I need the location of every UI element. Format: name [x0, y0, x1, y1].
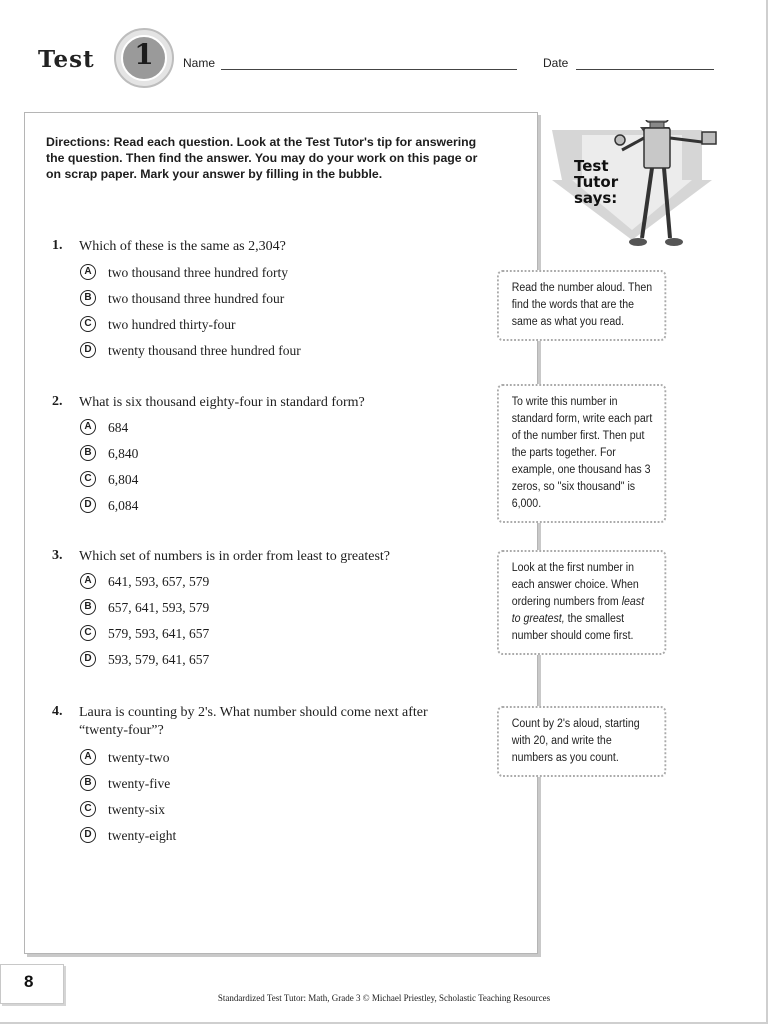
answer-text: twenty-eight: [108, 828, 177, 843]
tip-box-1: Read the number aloud. Then find the words that are the same as what you read.: [497, 270, 666, 341]
answer-bubble[interactable]: C: [80, 471, 96, 487]
question-text: Laura is counting by 2's. What number should come next after “twenty-four”?: [79, 705, 428, 738]
answer-bubble[interactable]: C: [80, 316, 96, 332]
tip-emphasis: least to greatest,: [511, 596, 645, 625]
answer-text: 6,840: [108, 446, 139, 461]
tip-box-3: [497, 550, 666, 655]
answer-bubble[interactable]: D: [80, 651, 96, 667]
answer-text: two thousand three hundred four: [108, 291, 285, 306]
tutor-line-1: Test: [574, 157, 609, 175]
answer-text: 579, 593, 641, 657: [108, 626, 210, 641]
test-tutor-says-label: [574, 158, 618, 206]
tip-box-4: Count by 2's aloud, starting with 20, and write the numbers as you count.: [497, 706, 666, 777]
question-text: Which set of numbers is in order from least to greatest?: [79, 549, 391, 564]
answer-text: twenty-six: [108, 802, 165, 817]
tutor-line-2: Tutor: [574, 173, 619, 191]
question-number: 2.: [52, 394, 63, 409]
answer-bubble[interactable]: C: [80, 625, 96, 641]
answer-text: twenty thousand three hundred four: [108, 343, 301, 358]
answer-text: 657, 641, 593, 579: [108, 600, 210, 615]
answer-text: 641, 593, 657, 579: [108, 574, 210, 589]
date-field-line[interactable]: [576, 69, 714, 70]
footer-credit: Standardized Test Tutor: Math, Grade 3 © Michael Priestley, Scholastic Teaching Resources: [217, 993, 551, 1003]
question-text: What is six thousand eighty-four in standard form?: [79, 395, 365, 410]
date-label: Date: [543, 56, 569, 70]
tutor-line-3: says:: [574, 189, 618, 207]
answer-bubble[interactable]: D: [80, 342, 96, 358]
test-number: 1: [134, 38, 154, 71]
answer-bubble[interactable]: B: [80, 775, 96, 791]
answer-text: twenty-two: [108, 750, 170, 765]
directions-text: [46, 134, 494, 182]
answer-text: two hundred thirty-four: [108, 317, 236, 332]
answer-text: 593, 579, 641, 657: [108, 652, 210, 667]
page-number: 8: [24, 972, 34, 991]
tip-box-2: To write this number in standard form, write each part of the number first. Then put the parts together. For example, one thousand has 3 zeros, so "six thousand" is 6,000.: [497, 384, 666, 523]
answer-bubble[interactable]: B: [80, 290, 96, 306]
answer-bubble[interactable]: B: [80, 599, 96, 615]
question-number: 4.: [52, 704, 63, 719]
answer-bubble[interactable]: D: [80, 827, 96, 843]
answer-bubble[interactable]: A: [80, 264, 96, 280]
answer-bubble[interactable]: A: [80, 419, 96, 435]
answer-text: twenty-five: [108, 776, 171, 791]
test-label: Test: [38, 46, 95, 73]
question-number: 1.: [52, 238, 63, 253]
answer-bubble[interactable]: D: [80, 497, 96, 513]
name-field-line[interactable]: [221, 69, 517, 70]
directions-body: Read each question. Look at the Test Tutor's tip for answering the question. Then find the answer. You may do your work on this page or on scrap paper. Mark your answer by filling in the bubble.: [46, 135, 478, 181]
answer-bubble[interactable]: A: [80, 573, 96, 589]
answer-bubble[interactable]: A: [80, 749, 96, 765]
answer-text: 684: [108, 420, 129, 435]
answer-bubble[interactable]: C: [80, 801, 96, 817]
answer-bubble[interactable]: B: [80, 445, 96, 461]
answer-text: 6,804: [108, 472, 139, 487]
question-text: Which of these is the same as 2,304?: [79, 239, 286, 254]
name-label: Name: [183, 56, 216, 70]
tip-text: Look at the first number in each answer choice. When ordering numbers from: [511, 562, 639, 608]
question-number: 3.: [52, 548, 63, 563]
directions-label: Directions:: [46, 135, 111, 149]
answer-text: two thousand three hundred forty: [108, 265, 288, 280]
answer-text: 6,084: [108, 498, 139, 513]
tip-text: the smallest number should come first.: [511, 613, 634, 642]
